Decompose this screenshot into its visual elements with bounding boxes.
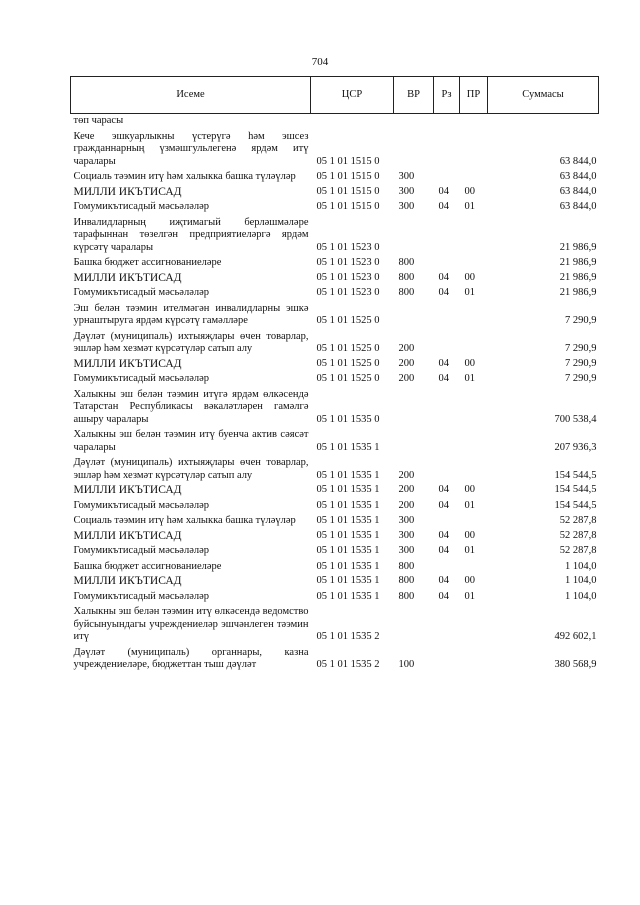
header-sum: Суммасы — [488, 77, 599, 114]
cell-sum: 7 290,9 — [565, 343, 597, 354]
cell-csr: 05 1 01 1523 0 — [316, 257, 380, 268]
cell-csr: 05 1 01 1525 0 — [316, 357, 380, 369]
table-row — [71, 185, 599, 200]
cell-sum: 21 986,9 — [559, 271, 597, 283]
table-row — [71, 199, 599, 215]
cell-sum — [488, 114, 599, 129]
table-row — [71, 498, 599, 514]
page-number: 704 — [311, 56, 329, 68]
header-rz: Рз — [434, 77, 460, 114]
cell-name: Дәүләт (муниципаль) органнары, казна учреждениеләре, бюджеттан тыш дәүләт — [73, 646, 309, 670]
cell-name: МИЛЛИ ИКЪТИСАД — [73, 529, 182, 542]
cell-pr: 00 — [464, 185, 475, 197]
table-row — [71, 455, 599, 483]
cell-pr — [460, 455, 488, 483]
table-row — [71, 559, 599, 575]
cell-rz: 04 — [438, 201, 449, 212]
table-row — [71, 574, 599, 589]
cell-vr — [394, 301, 434, 329]
cell-vr: 100 — [398, 659, 415, 670]
cell-vr — [394, 427, 434, 455]
cell-vr: 200 — [398, 469, 415, 481]
cell-vr: 300 — [398, 545, 415, 556]
cell-csr: 05 1 01 1535 1 — [316, 545, 380, 556]
cell-vr — [394, 114, 434, 129]
cell-csr: 05 1 01 1535 1 — [316, 469, 380, 481]
cell-rz — [434, 301, 460, 329]
cell-sum: 154 544,5 — [554, 499, 597, 511]
table-header-row — [71, 77, 599, 114]
cell-pr — [460, 329, 488, 357]
cell-rz: 04 — [438, 185, 449, 197]
cell-sum: 63 844,0 — [559, 185, 597, 197]
cell-sum: 52 287,8 — [559, 529, 597, 541]
cell-name: Социаль тәэмин итү һәм халыкка башка түләүләр — [73, 171, 296, 182]
cell-name: Халыкны эш белән тәэмин итү өлкәсендә ведомство буйсынуындагы учреждениеләр эшчәнлеген тәэмин итү — [73, 606, 309, 642]
cell-sum: 21 986,9 — [559, 287, 597, 298]
cell-csr: 05 1 01 1525 0 — [316, 373, 380, 384]
cell-rz — [434, 559, 460, 575]
cell-sum: 154 544,5 — [554, 484, 597, 495]
cell-sum: 154 544,5 — [554, 469, 597, 481]
cell-sum: 1 104,0 — [565, 575, 597, 586]
cell-name: МИЛЛИ ИКЪТИСАД — [73, 271, 182, 284]
cell-sum: 700 538,4 — [554, 413, 597, 425]
cell-csr: 05 1 01 1535 1 — [316, 560, 380, 572]
cell-vr: 300 — [398, 185, 415, 197]
table-row — [71, 513, 599, 529]
cell-pr: 00 — [464, 271, 475, 283]
cell-pr — [460, 604, 488, 645]
cell-rz: 04 — [438, 590, 449, 602]
cell-sum: 7 290,9 — [565, 357, 597, 369]
cell-name: Инвалидларның иҗтимагый берләшмәләре тарафыннан төзелгән предприятиеләргә ярдәм күрсәтү чаралары — [73, 216, 309, 253]
cell-rz — [434, 645, 460, 673]
cell-sum: 21 986,9 — [559, 257, 597, 268]
cell-name: Гомумикътисадый мәсьәләләр — [73, 590, 210, 602]
cell-pr: 00 — [464, 484, 475, 495]
cell-name: Кече эшкуарлыкны үстерүгә һәм эшсез гражданнарның үзмәшгульлегенә ярдәм итү чаралары — [73, 130, 309, 167]
cell-pr — [460, 215, 488, 256]
cell-csr: 05 1 01 1523 0 — [316, 241, 380, 253]
cell-vr: 200 — [398, 499, 415, 511]
cell-name: Эш белән тәэмин ителмәгән инвалидларны эшкә урнаштыруга ярдәм күрсәтү гамәлләре — [73, 302, 309, 326]
table-body — [71, 114, 599, 673]
cell-pr — [460, 129, 488, 170]
cell-csr: 05 1 01 1515 0 — [316, 185, 380, 197]
cell-pr: 01 — [464, 201, 475, 212]
cell-csr: 05 1 01 1535 1 — [316, 441, 380, 453]
cell-name: Халыкны эш белән тәэмин итүгә ярдәм өлкәсендә Татарстан Республикасы вәкаләтләрен гамәлгә ашыру чаралары — [73, 388, 309, 425]
cell-pr — [460, 513, 488, 529]
cell-vr: 200 — [398, 357, 415, 369]
table-row — [71, 483, 599, 498]
cell-pr — [460, 301, 488, 329]
cell-rz — [434, 513, 460, 529]
cell-rz: 04 — [438, 575, 449, 586]
cell-csr: 05 1 01 1525 0 — [316, 343, 380, 354]
cell-rz — [434, 427, 460, 455]
cell-csr: 05 1 01 1525 0 — [316, 315, 380, 326]
cell-vr: 800 — [398, 560, 415, 572]
cell-vr — [394, 387, 434, 428]
cell-name: Башка бюджет ассигнованиеләре — [73, 560, 222, 572]
cell-pr: 00 — [464, 357, 475, 369]
cell-pr: 01 — [464, 499, 475, 511]
cell-name: Гомумикътисадый мәсьәләләр — [73, 287, 210, 298]
cell-rz — [434, 255, 460, 271]
cell-csr: 05 1 01 1515 0 — [316, 155, 380, 167]
cell-sum: 492 602,1 — [554, 631, 597, 642]
cell-csr: 05 1 01 1535 2 — [316, 659, 380, 670]
cell-name: МИЛЛИ ИКЪТИСАД — [73, 185, 182, 198]
header-name: Исеме — [71, 77, 311, 114]
cell-csr: 05 1 01 1523 0 — [316, 287, 380, 298]
cell-vr: 200 — [398, 343, 415, 354]
cell-pr: 00 — [464, 529, 475, 541]
cell-vr: 800 — [398, 590, 415, 602]
table-row — [71, 589, 599, 605]
cell-sum: 63 844,0 — [559, 171, 597, 182]
cell-sum: 7 290,9 — [565, 315, 597, 326]
table-row — [71, 427, 599, 455]
table-row — [71, 271, 599, 286]
cell-rz — [434, 387, 460, 428]
cell-rz: 04 — [438, 499, 449, 511]
cell-csr: 05 1 01 1535 1 — [316, 575, 380, 586]
table-row — [71, 215, 599, 256]
cell-vr: 300 — [398, 529, 415, 541]
table-row — [71, 114, 599, 129]
table-row — [71, 543, 599, 559]
cell-pr — [460, 387, 488, 428]
cell-name: Гомумикътисадый мәсьәләләр — [73, 201, 210, 212]
cell-rz: 04 — [438, 287, 449, 298]
cell-sum: 63 844,0 — [559, 155, 597, 167]
cell-pr — [460, 559, 488, 575]
cell-sum: 52 287,8 — [559, 515, 597, 526]
cell-sum: 7 290,9 — [565, 373, 597, 384]
cell-name: төп чарасы — [73, 115, 124, 126]
table-row — [71, 604, 599, 645]
cell-pr: 01 — [464, 545, 475, 556]
cell-csr: 05 1 01 1535 2 — [316, 631, 380, 642]
cell-rz — [434, 129, 460, 170]
cell-csr: 05 1 01 1535 1 — [316, 499, 380, 511]
cell-rz: 04 — [438, 357, 449, 369]
cell-name: Гомумикътисадый мәсьәләләр — [73, 545, 210, 556]
cell-csr: 05 1 01 1535 0 — [316, 413, 380, 425]
table-row — [71, 255, 599, 271]
cell-pr: 01 — [464, 373, 475, 384]
cell-csr: 05 1 01 1535 1 — [316, 484, 380, 495]
cell-rz: 04 — [438, 484, 449, 495]
cell-sum: 21 986,9 — [559, 241, 597, 253]
cell-rz: 04 — [438, 545, 449, 556]
cell-vr: 800 — [398, 575, 415, 586]
cell-pr: 01 — [464, 287, 475, 298]
cell-vr — [394, 129, 434, 170]
cell-csr: 05 1 01 1535 1 — [316, 529, 380, 541]
cell-pr — [460, 645, 488, 673]
cell-sum: 63 844,0 — [559, 201, 597, 212]
cell-sum: 1 104,0 — [565, 560, 597, 572]
cell-rz: 04 — [438, 271, 449, 283]
cell-pr — [460, 255, 488, 271]
cell-rz — [434, 114, 460, 129]
cell-name: МИЛЛИ ИКЪТИСАД — [73, 484, 182, 496]
table-row — [71, 645, 599, 673]
cell-vr — [394, 604, 434, 645]
cell-pr — [460, 427, 488, 455]
cell-name: Дәүләт (муниципаль) ихтыяҗлары өчен товарлар, эшләр һәм хезмәт күрсәтүләр сатып алу — [73, 457, 309, 481]
cell-csr: 05 1 01 1535 1 — [316, 515, 380, 526]
table-row — [71, 329, 599, 357]
cell-pr — [460, 169, 488, 185]
header-csr: ЦСР — [311, 77, 394, 114]
table-row — [71, 357, 599, 372]
header-vr: ВР — [394, 77, 434, 114]
cell-csr: 05 1 01 1535 1 — [316, 590, 380, 602]
cell-pr — [460, 114, 488, 129]
cell-sum: 380 568,9 — [554, 659, 597, 670]
cell-vr: 200 — [398, 373, 415, 384]
cell-name: МИЛЛИ ИКЪТИСАД — [73, 357, 182, 370]
cell-name: Гомумикътисадый мәсьәләләр — [73, 373, 210, 384]
table-row — [71, 169, 599, 185]
cell-sum: 1 104,0 — [565, 590, 597, 602]
table-row — [71, 371, 599, 387]
cell-rz — [434, 604, 460, 645]
budget-table — [70, 76, 599, 673]
budget-table-container — [70, 76, 598, 673]
cell-name: Дәүләт (муниципаль) ихтыяҗлары өчен товарлар, эшләр һәм хезмәт күрсәтүләр сатып алу — [73, 330, 309, 354]
header-pr: ПР — [460, 77, 488, 114]
cell-rz — [434, 455, 460, 483]
cell-vr: 300 — [398, 201, 415, 212]
cell-vr: 200 — [398, 484, 415, 495]
cell-name: Башка бюджет ассигнованиеләре — [73, 257, 222, 268]
cell-name: Гомумикътисадый мәсьәләләр — [73, 499, 210, 511]
cell-vr: 300 — [398, 515, 415, 526]
cell-rz: 04 — [438, 373, 449, 384]
cell-csr — [311, 114, 394, 129]
cell-csr: 05 1 01 1523 0 — [316, 271, 380, 283]
table-row — [71, 285, 599, 301]
cell-vr: 300 — [398, 171, 415, 182]
cell-rz — [434, 215, 460, 256]
cell-vr: 800 — [398, 271, 415, 283]
cell-csr: 05 1 01 1515 0 — [316, 201, 380, 212]
cell-name: Халыкны эш белән тәэмин итү буенча актив сәясәт чаралары — [73, 429, 309, 453]
cell-rz — [434, 329, 460, 357]
table-row — [71, 529, 599, 544]
cell-csr: 05 1 01 1515 0 — [316, 171, 380, 182]
cell-pr: 00 — [464, 575, 475, 586]
cell-sum: 207 936,3 — [554, 441, 597, 453]
cell-rz — [434, 169, 460, 185]
cell-vr: 800 — [398, 287, 415, 298]
table-row — [71, 129, 599, 170]
cell-vr: 800 — [398, 257, 415, 268]
table-row — [71, 301, 599, 329]
cell-name: МИЛЛИ ИКЪТИСАД — [73, 575, 182, 587]
cell-vr — [394, 215, 434, 256]
cell-name: Социаль тәэмин итү һәм халыкка башка түләүләр — [73, 515, 296, 526]
cell-rz: 04 — [438, 529, 449, 541]
table-row — [71, 387, 599, 428]
cell-sum: 52 287,8 — [559, 545, 597, 556]
cell-pr: 01 — [464, 590, 475, 602]
